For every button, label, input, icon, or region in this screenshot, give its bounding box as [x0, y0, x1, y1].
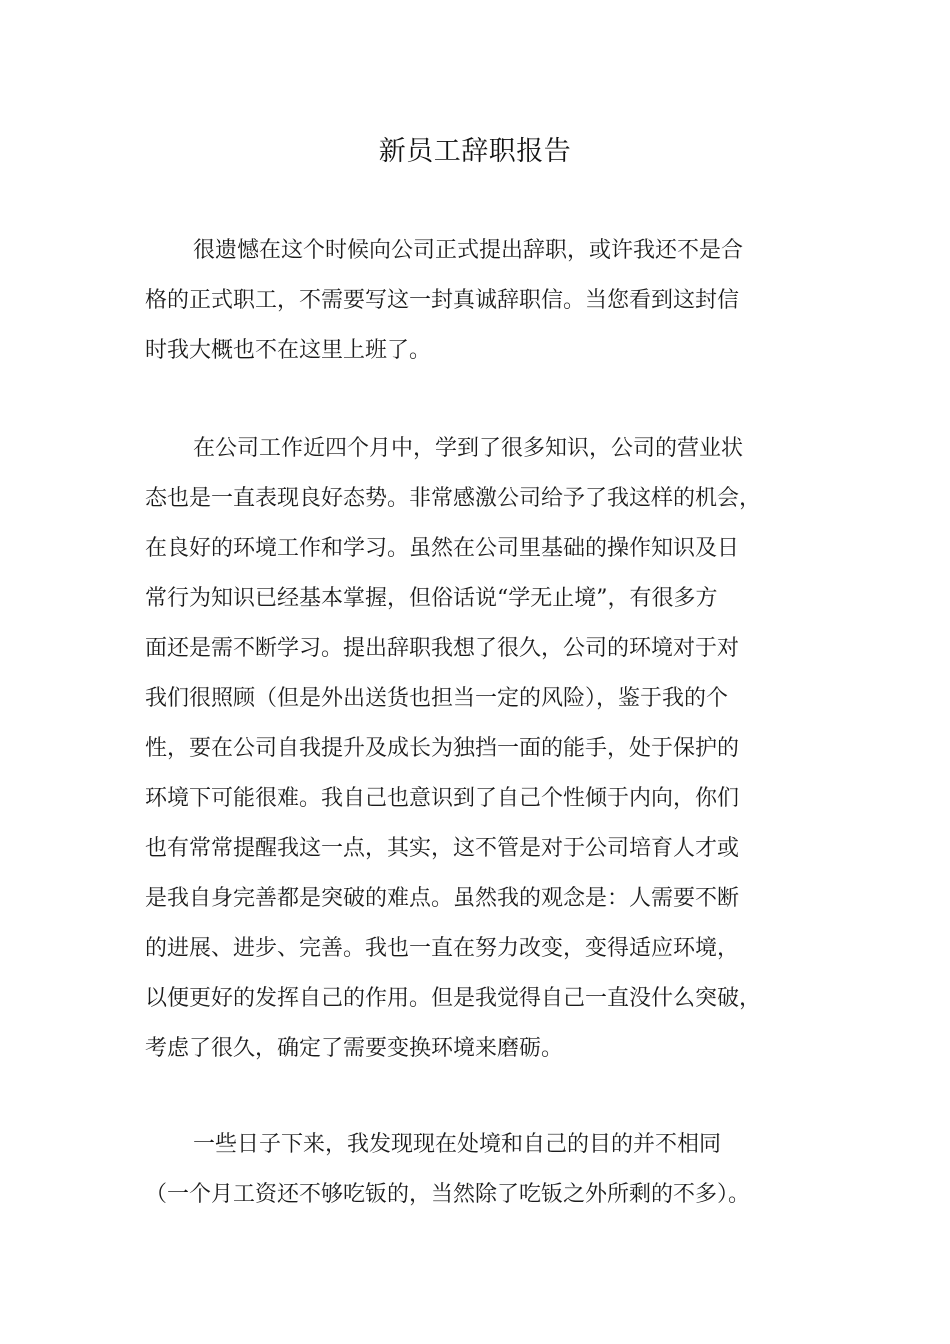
paragraph-line: 格的正式职工，不需要写这一封真诚辞职信。当您看到这封信	[145, 288, 740, 313]
paragraph-line: 面还是需不断学习。提出辞职我想了很久，公司的环境对于对	[145, 636, 740, 661]
paragraph-line: 环境下可能很难。我自己也意识到了自己个性倾于内向，你们	[145, 786, 740, 811]
paragraph-line: 我们很照顾（但是外出送货也担当一定的风险），鉴于我的个	[145, 686, 729, 711]
paragraph	[145, 226, 825, 376]
paragraph	[145, 424, 825, 1074]
paragraph-line: 考虑了很久，确定了需要变换环境来磨砺。	[145, 1036, 564, 1061]
paragraph-line: 的进展、进步、完善。我也一直在努力改变，变得适应环境，	[145, 936, 740, 961]
document-title: 新员工辞职报告	[378, 136, 572, 167]
paragraph-line: 在公司工作近四个月中，学到了很多知识，公司的营业状	[193, 436, 744, 461]
paragraph-line: 是我自身完善都是突破的难点。虽然我的观念是：人需要不断	[145, 886, 740, 911]
paragraph-line: 态也是一直表现良好态势。非常感激公司给予了我这样的机会，	[145, 486, 762, 511]
paragraph-line: 常行为知识已经基本掌握，但俗话说“学无止境”，有很多方	[145, 586, 718, 611]
paragraph-line: 性，要在公司自我提升及成长为独挡一面的能手，处于保护的	[145, 736, 740, 761]
paragraph-line: 以便更好的发挥自己的作用。但是我觉得自己一直没什么突破，	[145, 986, 762, 1011]
paragraph-line: 也有常常提醒我这一点，其实，这不管是对于公司培育人才或	[145, 836, 740, 861]
paragraph-line: 时我大概也不在这里上班了。	[145, 338, 432, 363]
paragraph-line: 在良好的环境工作和学习。虽然在公司里基础的操作知识及日	[145, 536, 740, 561]
paragraph-line: 一些日子下来，我发现现在处境和自己的目的并不相同	[193, 1132, 722, 1157]
paragraph-line: （一个月工资还不够吃钣的，当然除了吃钣之外所剩的不多）。	[145, 1182, 751, 1207]
paragraph-line: 很遗憾在这个时候向公司正式提出辞职，或许我还不是合	[193, 238, 744, 263]
paragraph	[145, 1120, 825, 1220]
